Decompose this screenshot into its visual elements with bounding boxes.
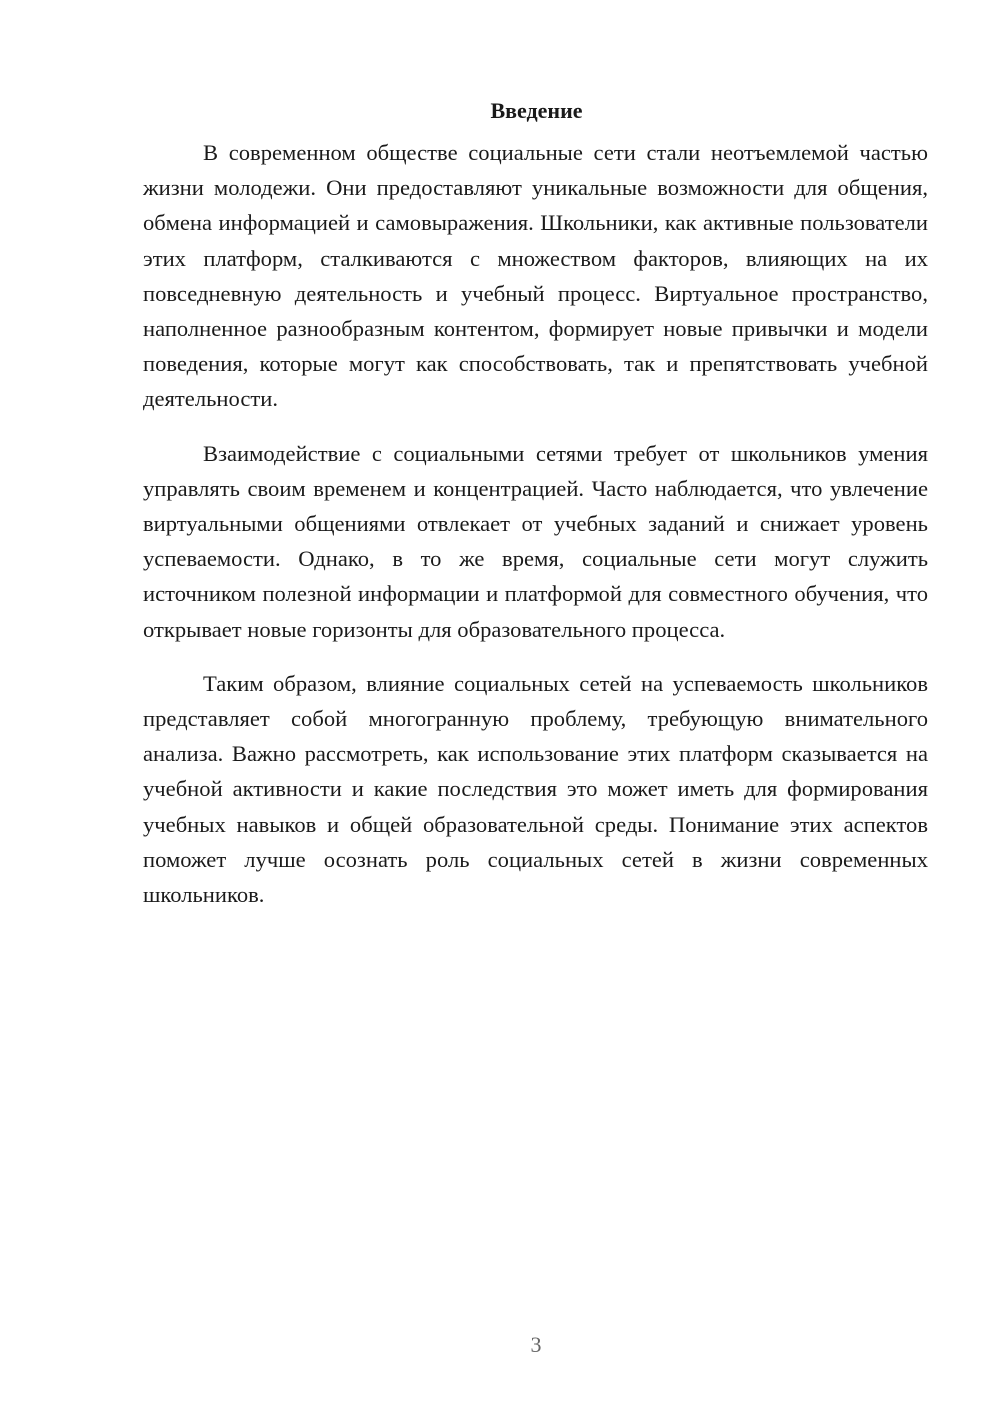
- page-number: 3: [530, 1332, 542, 1357]
- paragraph-2: Взаимодействие с социальными сетями требует от школьников умения управлять своим временем и концентрацией. Часто наблюдается, что увлечение виртуальными общениями отвлекает от учебных заданий и снижает уровень успеваемости. Однако, в то же время, социальные сети могут служить источником полезной информации и платформой для совместного обучения, что открывает новые горизонты для образовательного процесса.: [143, 440, 928, 642]
- paragraph-3: Таким образом, влияние социальных сетей на успеваемость школьников представляет собой многогранную проблему, требующую внимательного анализа. Важно рассмотреть, как использование этих платформ сказывается на учебной активности и какие последствия это может иметь для формирования учебных навыков и общей образовательной среды. Понимание этих аспектов поможет лучше осознать роль социальных сетей в жизни современных школьников.: [143, 670, 928, 908]
- page-content: [143, 92, 928, 931]
- section-title: Введение: [490, 98, 583, 123]
- paragraph-1: В современном обществе социальные сети стали неотъемлемой частью жизни молодежи. Они предоставляют уникальные возможности для общения, обмена информацией и самовыражения. Школьники, как активные пользователи этих платформ, сталкиваются с множеством факторов, влияющих на их повседневную деятельность и учебный процесс. Виртуальное пространство, наполненное разнообразным контентом, формирует новые привычки и модели поведения, которые могут как способствовать, так и препятствовать учебной деятельности.: [143, 140, 928, 412]
